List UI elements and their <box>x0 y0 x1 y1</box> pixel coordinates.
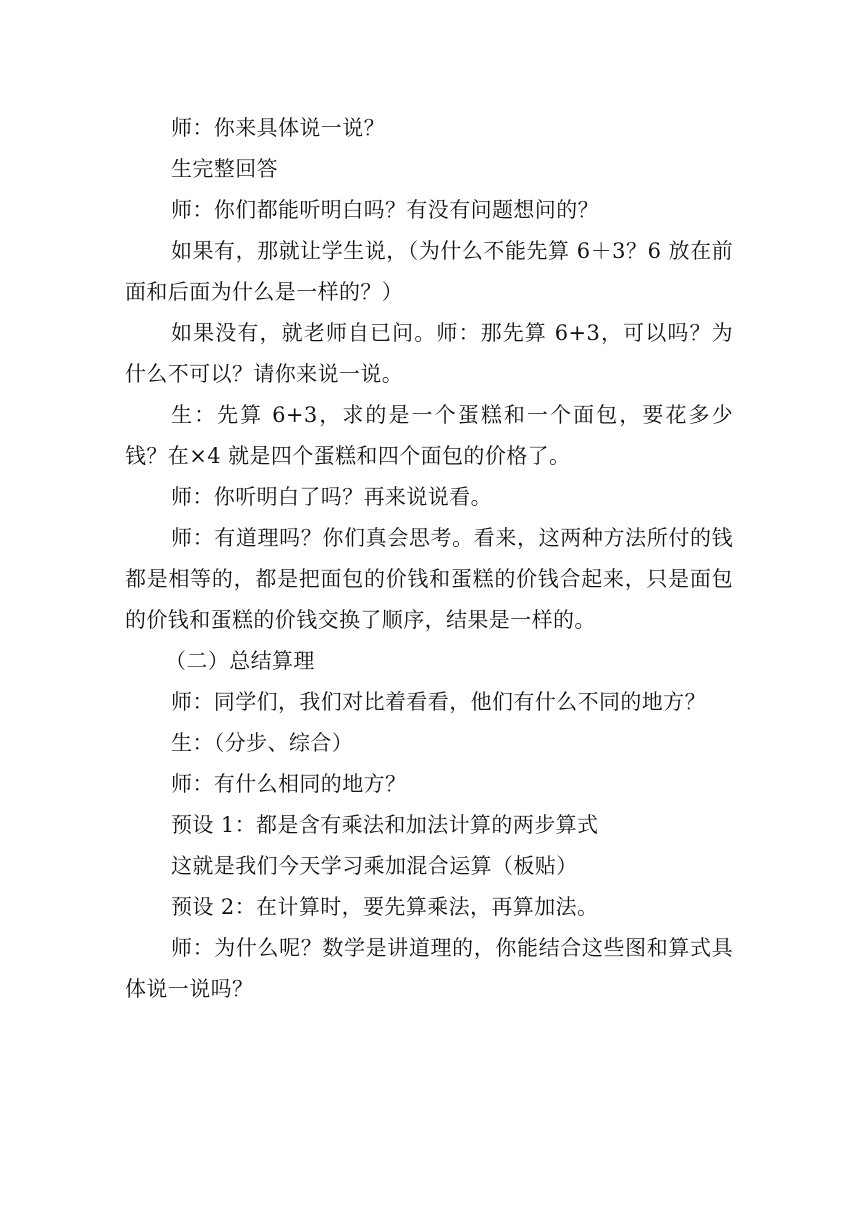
paragraph-10: 师：同学们，我们对比着看看，他们有什么不同的地方？ <box>171 690 706 714</box>
paragraph-15: 预设 2：在计算时，要先算乘法，再算加法。 <box>171 895 599 919</box>
paragraph-6: 生：先算 6+3，求的是一个蛋糕和一个面包，要花多少钱？在×4 就是四个蛋糕和四个面包的价格了。 <box>125 403 733 468</box>
paragraph-14: 这就是我们今天学习乘加混合运算（板贴） <box>171 854 578 878</box>
paragraph-4: 如果有，那就让学生说，（为什么不能先算 6＋3？6 放在前面和后面为什么是一样的？） <box>125 239 733 304</box>
paragraph-1: 师：你来具体说一说？ <box>171 116 385 140</box>
paragraph-3: 师：你们都能听明白吗？有没有问题想问的？ <box>171 198 599 222</box>
paragraph-8: 师：有道理吗？你们真会思考。看来，这两种方法所付的钱都是相等的，都是把面包的价钱和蛋糕的价钱合起来，只是面包的价钱和蛋糕的价钱交换了顺序，结果是一样的。 <box>125 526 733 632</box>
paragraph-11: 生：（分步、综合） <box>171 731 354 755</box>
paragraph-5: 如果没有，就老师自已问。师：那先算 6+3，可以吗？为什么不可以？请你来说一说。 <box>125 321 733 386</box>
paragraph-16: 师：为什么呢？数学是讲道理的，你能结合这些图和算式具体说一说吗？ <box>125 936 733 1001</box>
section-heading: （二）总结算理 <box>165 649 315 673</box>
paragraph-2: 生完整回答 <box>171 157 278 181</box>
paragraph-13: 预设 1：都是含有乘法和加法计算的两步算式 <box>171 813 599 837</box>
paragraph-12: 师：有什么相同的地方？ <box>171 772 407 796</box>
paragraph-7: 师：你听明白了吗？再来说说看。 <box>171 485 492 509</box>
